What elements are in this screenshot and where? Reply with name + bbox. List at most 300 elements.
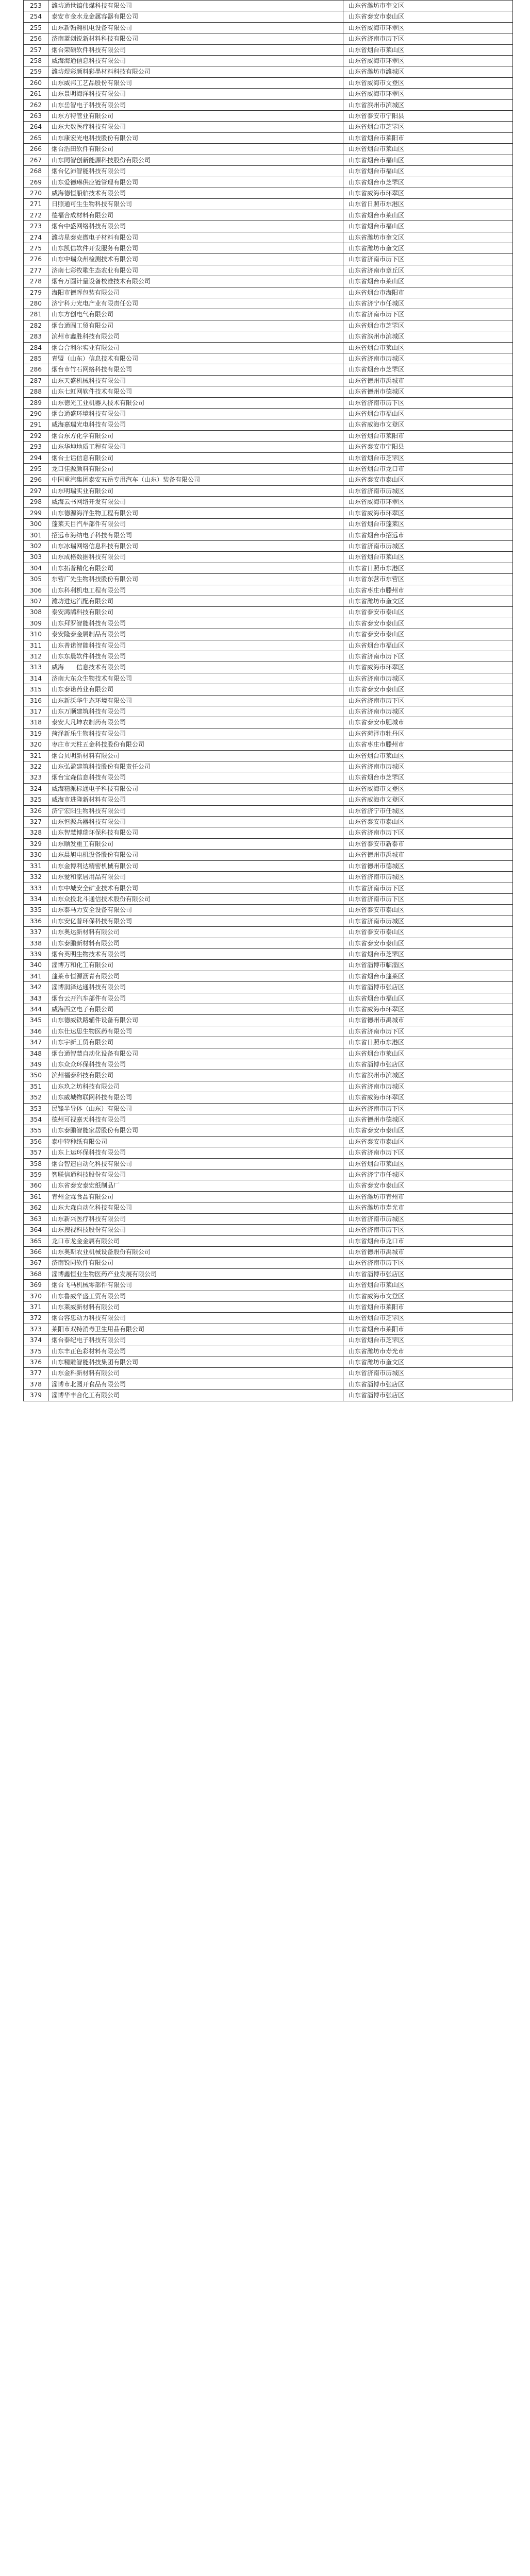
table-row <box>24 210 513 221</box>
table-row <box>24 872 513 883</box>
row-number: 374 <box>24 1335 48 1346</box>
company-location: 山东省日照市东港区 <box>343 199 513 210</box>
company-location: 山东省烟台市莱阳市 <box>343 1324 513 1334</box>
company-name: 潍坊煜彩颜料彩墨材料科技有限公司 <box>48 66 343 77</box>
company-location: 山东省烟台市芝罘区 <box>343 122 513 132</box>
row-number: 376 <box>24 1357 48 1367</box>
company-name: 山东德源海洋生物工程有限公司 <box>48 507 343 518</box>
row-number: 253 <box>24 1 48 11</box>
row-number: 377 <box>24 1368 48 1379</box>
company-location: 山东省滨州市滨城区 <box>343 99 513 110</box>
table-row <box>24 827 513 838</box>
company-location: 山东省烟台市芝罘区 <box>343 364 513 375</box>
table-row <box>24 1390 513 1401</box>
company-name: 山东爱德琳供应链管理有限公司 <box>48 177 343 188</box>
row-number: 260 <box>24 77 48 88</box>
table-row <box>24 585 513 596</box>
company-name: 青州金霖食品有限公司 <box>48 1191 343 1202</box>
table-row <box>24 1125 513 1136</box>
row-number: 295 <box>24 464 48 474</box>
table-row <box>24 188 513 198</box>
row-number: 337 <box>24 927 48 938</box>
table-row <box>24 717 513 728</box>
table-row <box>24 89 513 99</box>
table-row <box>24 111 513 122</box>
company-location: 山东省泰安市宁阳县 <box>343 442 513 452</box>
row-number: 264 <box>24 122 48 132</box>
company-name: 潍坊进达汽配有限公司 <box>48 596 343 606</box>
row-number: 288 <box>24 386 48 397</box>
company-name: 淄博华丰合化工有限公司 <box>48 1390 343 1401</box>
table-row <box>24 1015 513 1026</box>
company-name: 山东众众环保科技有限公司 <box>48 1059 343 1070</box>
company-location: 山东省烟台市福山区 <box>343 409 513 419</box>
table-row <box>24 750 513 761</box>
company-name: 威海市进隆新材料有限公司 <box>48 794 343 805</box>
company-name: 滨州市鑫胜科技有限公司 <box>48 331 343 342</box>
company-name: 烟台合利尔实业有限公司 <box>48 342 343 353</box>
company-location: 山东省泰安市泰山区 <box>343 684 513 695</box>
company-name: 山东中瑞众州检测技术有限公司 <box>48 254 343 265</box>
row-number: 320 <box>24 739 48 750</box>
row-number: 341 <box>24 971 48 981</box>
row-number: 342 <box>24 982 48 993</box>
row-number: 265 <box>24 132 48 143</box>
company-location: 山东省泰安市肥城市 <box>343 717 513 728</box>
company-location: 山东省威海市环翠区 <box>343 1004 513 1014</box>
row-number: 321 <box>24 750 48 761</box>
table-row <box>24 916 513 926</box>
company-name: 山东东晨软件科技有限公司 <box>48 651 343 662</box>
row-number: 308 <box>24 607 48 618</box>
company-name: 蓬莱天目汽车部件有限公司 <box>48 519 343 530</box>
row-number: 379 <box>24 1390 48 1401</box>
company-location: 山东省滨州市滨城区 <box>343 1070 513 1081</box>
table-row <box>24 1136 513 1147</box>
company-location: 山东省济南市历下区 <box>343 309 513 320</box>
company-name: 山东泰马力安全设备有限公司 <box>48 905 343 916</box>
company-list <box>23 0 513 1401</box>
company-name: 烟台英明生物技术有限公司 <box>48 948 343 959</box>
row-number: 312 <box>24 651 48 662</box>
table-row <box>24 1335 513 1346</box>
company-name: 山东普诺智能科技有限公司 <box>48 640 343 651</box>
table-row <box>24 1037 513 1048</box>
table-row <box>24 905 513 916</box>
table-row <box>24 11 513 22</box>
company-location: 山东省济南市历城区 <box>343 673 513 684</box>
company-name: 潍坊通世镐伟煤科技有限公司 <box>48 1 343 11</box>
table-row <box>24 948 513 959</box>
company-name: 烟台通圆工贸有限公司 <box>48 320 343 331</box>
row-number: 254 <box>24 11 48 22</box>
company-location: 山东省济南市历下区 <box>343 254 513 265</box>
row-number: 280 <box>24 298 48 309</box>
company-location: 山东省烟台市莱山区 <box>343 1280 513 1291</box>
row-number: 261 <box>24 89 48 99</box>
table-row <box>24 1147 513 1158</box>
company-name: 山东七虹网软件技术有限公司 <box>48 386 343 397</box>
table-row <box>24 1346 513 1357</box>
company-name: 济宁宏阳生物科技有限公司 <box>48 805 343 816</box>
row-number: 301 <box>24 530 48 540</box>
company-name: 烟台飞马机械零部件有限公司 <box>48 1280 343 1291</box>
table-row <box>24 276 513 287</box>
row-number: 330 <box>24 850 48 860</box>
company-location: 山东省济南市历下区 <box>343 883 513 893</box>
company-location: 山东省烟台市芝罘区 <box>343 772 513 783</box>
company-name: 龙口佳源颜料有限公司 <box>48 464 343 474</box>
row-number: 332 <box>24 872 48 883</box>
company-name: 龙口市龙金金属有限公司 <box>48 1235 343 1246</box>
row-number: 270 <box>24 188 48 198</box>
table-row <box>24 309 513 320</box>
table-row <box>24 386 513 397</box>
company-location: 山东省泰安市泰山区 <box>343 938 513 948</box>
company-name: 海阳市德晖包装有限公司 <box>48 287 343 298</box>
company-location: 山东省济南市历城区 <box>343 761 513 772</box>
company-name: 山东上运环保科技有限公司 <box>48 1147 343 1158</box>
company-location: 山东省烟台市招远市 <box>343 530 513 540</box>
company-name: 民锋半导体（山东）有限公司 <box>48 1103 343 1114</box>
company-name: 蓬莱市恒源沥青有限公司 <box>48 971 343 981</box>
company-location: 山东省烟台市莱阳市 <box>343 132 513 143</box>
row-number: 262 <box>24 99 48 110</box>
table-row <box>24 1180 513 1191</box>
table-row <box>24 1301 513 1312</box>
company-name: 山东省泰安泰宏纸制品厂 <box>48 1180 343 1191</box>
company-name: 淄博市北园开食品有限公司 <box>48 1379 343 1389</box>
table-row <box>24 1280 513 1291</box>
table-row <box>24 342 513 353</box>
company-name: 山东大森自动化科技有限公司 <box>48 1202 343 1213</box>
row-number: 331 <box>24 860 48 871</box>
row-number: 329 <box>24 838 48 849</box>
company-name: 山东奥达新材料有限公司 <box>48 927 343 938</box>
table-row <box>24 530 513 540</box>
row-number: 302 <box>24 540 48 551</box>
company-location: 山东省东营市东营区 <box>343 574 513 585</box>
table-row <box>24 1202 513 1213</box>
company-location: 山东省烟台市福山区 <box>343 166 513 177</box>
row-number: 289 <box>24 397 48 408</box>
company-location: 山东省烟台市莱山区 <box>343 342 513 353</box>
company-name: 山东智慧博瑞环保科技有限公司 <box>48 827 343 838</box>
company-location: 山东省威海市环翠区 <box>343 56 513 66</box>
table-row <box>24 927 513 938</box>
company-name: 淄博润泽达通科技有限公司 <box>48 982 343 993</box>
row-number: 309 <box>24 618 48 629</box>
company-name: 山东精雕智能科技集团有限公司 <box>48 1357 343 1367</box>
table-row <box>24 1004 513 1014</box>
table-row <box>24 419 513 430</box>
company-name: 山东科利机电工程有限公司 <box>48 585 343 596</box>
table-row <box>24 99 513 110</box>
row-number: 273 <box>24 221 48 232</box>
table-row <box>24 1026 513 1037</box>
row-number: 350 <box>24 1070 48 1081</box>
company-name: 山东德光工业机器人技术有限公司 <box>48 397 343 408</box>
company-location: 山东省威海市文登区 <box>343 77 513 88</box>
company-name: 泰安隆泰金属制品有限公司 <box>48 629 343 640</box>
row-number: 323 <box>24 772 48 783</box>
company-location: 山东省济南市历下区 <box>343 651 513 662</box>
company-location: 山东省威海市环翠区 <box>343 188 513 198</box>
company-location: 山东省德州市德城区 <box>343 860 513 871</box>
company-name: 山东中城安全矿业技术有限公司 <box>48 883 343 893</box>
table-row <box>24 982 513 993</box>
company-name: 潍坊星泰克微电子材料有限公司 <box>48 232 343 243</box>
company-location: 山东省烟台市莱山区 <box>343 1158 513 1169</box>
company-location: 山东省济南市历城区 <box>343 540 513 551</box>
row-number: 360 <box>24 1180 48 1191</box>
company-name: 泰安大凡坤农制药有限公司 <box>48 717 343 728</box>
table-row <box>24 287 513 298</box>
row-number: 313 <box>24 662 48 673</box>
company-location: 山东省烟台市莱山区 <box>343 210 513 221</box>
row-number: 291 <box>24 419 48 430</box>
table-row <box>24 695 513 706</box>
company-location: 山东省烟台市芝罘区 <box>343 948 513 959</box>
row-number: 281 <box>24 309 48 320</box>
table-row <box>24 1059 513 1070</box>
company-name: 山东恒源兵器科技有限公司 <box>48 817 343 827</box>
table-row <box>24 739 513 750</box>
company-location: 山东省潍坊市奎文区 <box>343 232 513 243</box>
company-location: 山东省威海市环翠区 <box>343 1092 513 1103</box>
company-name: 威海西立电子有限公司 <box>48 1004 343 1014</box>
company-location: 山东省济南市历城区 <box>343 353 513 364</box>
table-row <box>24 364 513 375</box>
company-name: 山东玖之坊科技有限公司 <box>48 1081 343 1092</box>
company-name: 山东康宏光电科技股份有限公司 <box>48 132 343 143</box>
row-number: 267 <box>24 155 48 165</box>
row-number: 272 <box>24 210 48 221</box>
company-location: 山东省威海市文登区 <box>343 1291 513 1301</box>
row-number: 328 <box>24 827 48 838</box>
row-number: 306 <box>24 585 48 596</box>
company-name: 泰安鸿鹄科技有限公司 <box>48 607 343 618</box>
table-row <box>24 1170 513 1180</box>
row-number: 292 <box>24 430 48 441</box>
row-number: 316 <box>24 695 48 706</box>
row-number: 372 <box>24 1313 48 1324</box>
table-row <box>24 452 513 463</box>
row-number: 338 <box>24 938 48 948</box>
table-row <box>24 993 513 1004</box>
company-location: 山东省济南市历城区 <box>343 1081 513 1092</box>
table-row <box>24 1070 513 1081</box>
table-row <box>24 56 513 66</box>
company-name: 威海嘉瑞光电科技有限公司 <box>48 419 343 430</box>
row-number: 325 <box>24 794 48 805</box>
row-number: 263 <box>24 111 48 122</box>
company-name: 济南七彩牧歌生态农业有限公司 <box>48 265 343 276</box>
table-row <box>24 320 513 331</box>
row-number: 303 <box>24 552 48 563</box>
company-location: 山东省济南市历下区 <box>343 893 513 904</box>
table-row <box>24 1268 513 1279</box>
company-name: 中国重汽集团泰安五岳专用汽车（山东）装备有限公司 <box>48 474 343 485</box>
company-name: 枣庄市天柱五金科技股份有限公司 <box>48 739 343 750</box>
company-name: 泰中特种纸有限公司 <box>48 1136 343 1147</box>
company-name: 山东金科新材料有限公司 <box>48 1368 343 1379</box>
company-location: 山东省潍坊市青州市 <box>343 1191 513 1202</box>
company-location: 山东省济宁市任城区 <box>343 805 513 816</box>
company-name: 山东众投北斗通信技术股份有限公司 <box>48 893 343 904</box>
row-number: 274 <box>24 232 48 243</box>
row-number: 370 <box>24 1291 48 1301</box>
row-number: 259 <box>24 66 48 77</box>
company-name: 泰安市金水龙金属容器有限公司 <box>48 11 343 22</box>
table-row <box>24 1 513 11</box>
table-row <box>24 860 513 871</box>
row-number: 356 <box>24 1136 48 1147</box>
company-location: 山东省潍坊市奎文区 <box>343 243 513 253</box>
company-location: 山东省烟台市福山区 <box>343 640 513 651</box>
table-row <box>24 651 513 662</box>
table-row <box>24 409 513 419</box>
row-number: 315 <box>24 684 48 695</box>
company-name: 山东成格数据科技有限公司 <box>48 552 343 563</box>
company-name: 山东安亿普环保科技有限公司 <box>48 916 343 926</box>
company-name: 德福合成材料有限公司 <box>48 210 343 221</box>
company-name: 山东景明海洋科技有限公司 <box>48 89 343 99</box>
company-location: 山东省威海市环翠区 <box>343 497 513 507</box>
company-location: 山东省济宁市任城区 <box>343 298 513 309</box>
company-name: 东营广先生物科技股份有限公司 <box>48 574 343 585</box>
company-name: 烟台贝明新材料有限公司 <box>48 750 343 761</box>
row-number: 369 <box>24 1280 48 1291</box>
table-row <box>24 838 513 849</box>
table-row <box>24 563 513 573</box>
company-name: 山东方创电气有限公司 <box>48 309 343 320</box>
company-name: 山东丰正色彩材料有限公司 <box>48 1346 343 1357</box>
company-location: 山东省烟台市莱山区 <box>343 1048 513 1059</box>
table-row <box>24 44 513 55</box>
company-name: 德州可视嘉天科技有限公司 <box>48 1114 343 1125</box>
table-row <box>24 132 513 143</box>
company-location: 山东省济南市历下区 <box>343 397 513 408</box>
company-name: 山东新翰翱机电设备有限公司 <box>48 22 343 33</box>
company-name: 滨州福泰科技有限公司 <box>48 1070 343 1081</box>
company-location: 山东省烟台市莱山区 <box>343 144 513 155</box>
table-row <box>24 254 513 265</box>
table-row <box>24 144 513 155</box>
table-row <box>24 629 513 640</box>
company-location: 山东省烟台市芝罘区 <box>343 320 513 331</box>
row-number: 340 <box>24 960 48 971</box>
company-name: 山东新兴医疗科技有限公司 <box>48 1213 343 1224</box>
company-location: 山东省烟台市莱阳市 <box>343 430 513 441</box>
row-number: 353 <box>24 1103 48 1114</box>
company-name: 菏泽新乐生物科技有限公司 <box>48 728 343 739</box>
row-number: 275 <box>24 243 48 253</box>
company-location: 山东省日照市东港区 <box>343 563 513 573</box>
table-row <box>24 397 513 408</box>
table-row <box>24 662 513 673</box>
company-name: 山东顺发重工有限公司 <box>48 838 343 849</box>
company-location: 山东省烟台市福山区 <box>343 155 513 165</box>
table-row <box>24 1357 513 1367</box>
table-row <box>24 497 513 507</box>
table-row <box>24 199 513 210</box>
company-name: 山东岳智电子科技有限公司 <box>48 99 343 110</box>
row-number: 351 <box>24 1081 48 1092</box>
company-location: 山东省威海市环翠区 <box>343 662 513 673</box>
company-name: 山东弘盈建筑科技股份有限责任公司 <box>48 761 343 772</box>
company-name: 山东泰鹏新材料有限公司 <box>48 938 343 948</box>
company-location: 山东省潍坊市奎文区 <box>343 1 513 11</box>
table-row <box>24 1048 513 1059</box>
company-location: 山东省泰安市泰山区 <box>343 927 513 938</box>
table-row <box>24 177 513 188</box>
company-location: 山东省德州市禹城市 <box>343 1246 513 1257</box>
company-name: 烟台容忠动力科技有限公司 <box>48 1313 343 1324</box>
table-row <box>24 221 513 232</box>
row-number: 334 <box>24 893 48 904</box>
company-location: 山东省烟台市龙口市 <box>343 1235 513 1246</box>
table-row <box>24 430 513 441</box>
company-name: 烟台亿沛智能科技有限公司 <box>48 166 343 177</box>
company-location: 山东省烟台市芝罘区 <box>343 452 513 463</box>
company-name: 山东晨旭电机设备股份有限公司 <box>48 850 343 860</box>
row-number: 347 <box>24 1037 48 1048</box>
company-name: 烟台智造自动化科技有限公司 <box>48 1158 343 1169</box>
row-number: 378 <box>24 1379 48 1389</box>
table-row <box>24 464 513 474</box>
row-number: 310 <box>24 629 48 640</box>
table-row <box>24 673 513 684</box>
row-number: 344 <box>24 1004 48 1014</box>
company-name: 烟台通盛环境科技有限公司 <box>48 409 343 419</box>
company-location: 山东省济宁市任城区 <box>343 1170 513 1180</box>
company-location: 山东省枣庄市滕州市 <box>343 585 513 596</box>
table-row <box>24 265 513 276</box>
company-name: 济南蓝创锐新材料科技有限公司 <box>48 33 343 44</box>
company-name: 威海云书网络开发有限公司 <box>48 497 343 507</box>
row-number: 359 <box>24 1170 48 1180</box>
row-number: 333 <box>24 883 48 893</box>
table-row <box>24 706 513 717</box>
table-row <box>24 640 513 651</box>
row-number: 314 <box>24 673 48 684</box>
company-name: 济南锐同软件有限公司 <box>48 1258 343 1268</box>
row-number: 266 <box>24 144 48 155</box>
row-number: 258 <box>24 56 48 66</box>
company-name: 山东爱和家居用品有限公司 <box>48 872 343 883</box>
company-location: 山东省济南市历城区 <box>343 916 513 926</box>
company-location: 山东省淄博市张店区 <box>343 1390 513 1401</box>
table-row <box>24 618 513 629</box>
company-location: 山东省滨州市滨城区 <box>343 331 513 342</box>
company-name: 烟台万圆计量设备校准技术有限公司 <box>48 276 343 287</box>
table-row <box>24 1103 513 1114</box>
table-row <box>24 1092 513 1103</box>
company-name: 莱阳市双特消毒卫生用品有限公司 <box>48 1324 343 1334</box>
company-location: 山东省济南市历城区 <box>343 706 513 717</box>
table-row <box>24 1114 513 1125</box>
row-number: 299 <box>24 507 48 518</box>
company-name: 山东万顺建筑科技有限公司 <box>48 706 343 717</box>
company-name: 山东威城物联网科技有限公司 <box>48 1092 343 1103</box>
company-name: 烟台荣硕软件科技有限公司 <box>48 44 343 55</box>
company-location: 山东省济南市历下区 <box>343 33 513 44</box>
company-name: 山东金博利达精密机械有限公司 <box>48 860 343 871</box>
company-name: 威海精派标通电子科技有限公司 <box>48 783 343 794</box>
company-name: 烟台云开汽车部件有限公司 <box>48 993 343 1004</box>
table-row <box>24 883 513 893</box>
